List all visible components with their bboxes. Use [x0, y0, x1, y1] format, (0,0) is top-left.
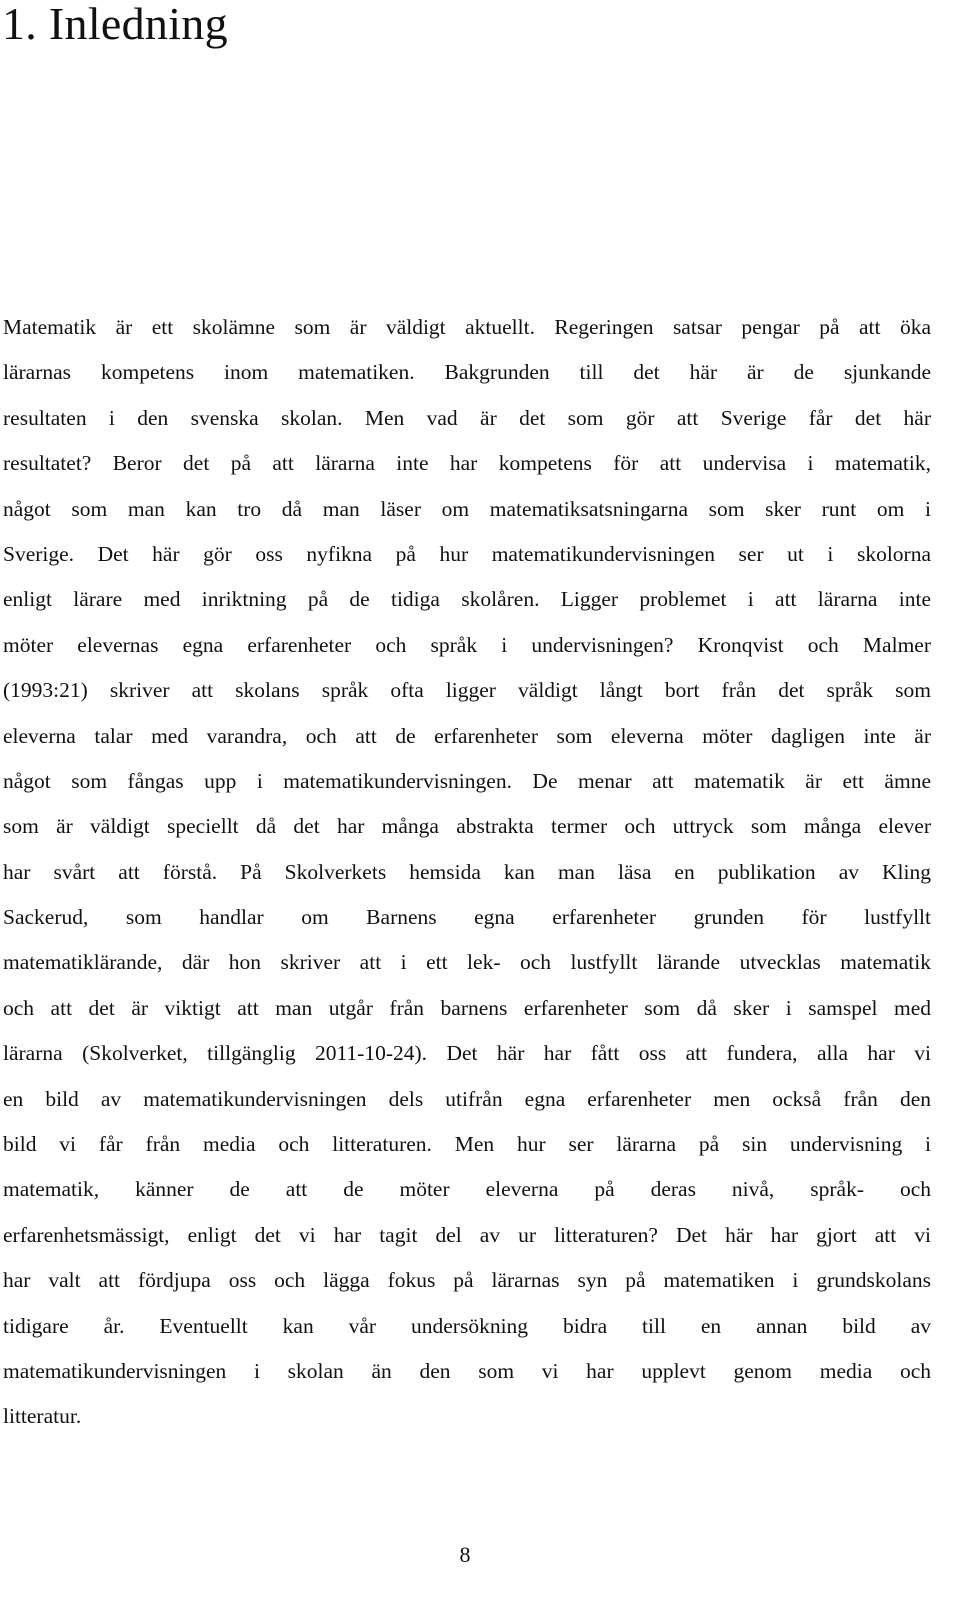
paragraph-line: enligt lärare med inriktning på de tidiga skolåren. Ligger problemet i att lärarna inte	[3, 587, 931, 612]
paragraph-line: Sackerud, som handlar om Barnens egna erfarenheter grunden för lustfyllt	[3, 905, 931, 930]
paragraph-line: matematiklärande, där hon skriver att i ett lek- och lustfyllt lärande utvecklas matematik	[3, 950, 931, 975]
paragraph-line: en bild av matematikundervisningen dels utifrån egna erfarenheter men också från den	[3, 1086, 931, 1111]
paragraph-line: erfarenhetsmässigt, enligt det vi har tagit del av ur litteraturen? Det här har gjort att vi	[3, 1222, 931, 1247]
paragraph-line: tidigare år. Eventuellt kan vår undersökning bidra till en annan bild av	[3, 1313, 931, 1338]
paragraph-line: resultatet? Beror det på att lärarna inte har kompetens för att undervisa i matematik,	[3, 451, 931, 476]
paragraph-line: matematik, känner de att de möter eleverna på deras nivå, språk- och	[3, 1177, 931, 1202]
paragraph-line: något som man kan tro då man läser om matematiksatsningarna som sker runt om i	[3, 496, 931, 521]
paragraph-line: Matematik är ett skolämne som är väldigt aktuellt. Regeringen satsar pengar på att öka	[3, 315, 931, 339]
paragraph-line: har svårt att förstå. På Skolverkets hemsida kan man läsa en publikation av Kling	[3, 859, 931, 884]
page-number: 8	[459, 1542, 471, 1567]
paragraph-line: möter elevernas egna erfarenheter och språk i undervisningen? Kronqvist och Malmer	[3, 632, 931, 657]
paragraph-line: Sverige. Det här gör oss nyfikna på hur matematikundervisningen ser ut i skolorna	[3, 541, 931, 566]
paragraph-line: något som fångas upp i matematikundervisningen. De menar att matematik är ett ämne	[3, 768, 931, 793]
paragraph-line: litteratur.	[3, 1404, 82, 1429]
paragraph-line: lärarna (Skolverket, tillgänglig 2011-10-24). Det här har fått oss att fundera, alla har vi	[3, 1041, 931, 1066]
body-paragraph	[3, 305, 931, 1440]
section-heading: 1. Inledning	[2, 0, 228, 49]
paragraph-line: och att det är viktigt att man utgår från barnens erfarenheter som då sker i samspel med	[3, 995, 931, 1020]
paragraph-line: resultaten i den svenska skolan. Men vad är det som gör att Sverige får det här	[3, 405, 931, 430]
paragraph-line: (1993:21) skriver att skolans språk ofta ligger väldigt långt bort från det språk som	[3, 678, 931, 703]
paragraph-line: lärarnas kompetens inom matematiken. Bakgrunden till det här är de sjunkande	[3, 360, 931, 385]
paragraph-line: som är väldigt speciellt då det har många abstrakta termer och uttryck som många elever	[3, 814, 931, 839]
paragraph-line: matematikundervisningen i skolan än den som vi har upplevt genom media och	[3, 1358, 931, 1383]
paragraph-line: eleverna talar med varandra, och att de erfarenheter som eleverna möter dagligen inte är	[3, 723, 931, 748]
paragraph-line: bild vi får från media och litteraturen. Men hur ser lärarna på sin undervisning i	[3, 1132, 931, 1157]
paragraph-line: har valt att fördjupa oss och lägga fokus på lärarnas syn på matematiken i grundskolans	[3, 1268, 931, 1293]
